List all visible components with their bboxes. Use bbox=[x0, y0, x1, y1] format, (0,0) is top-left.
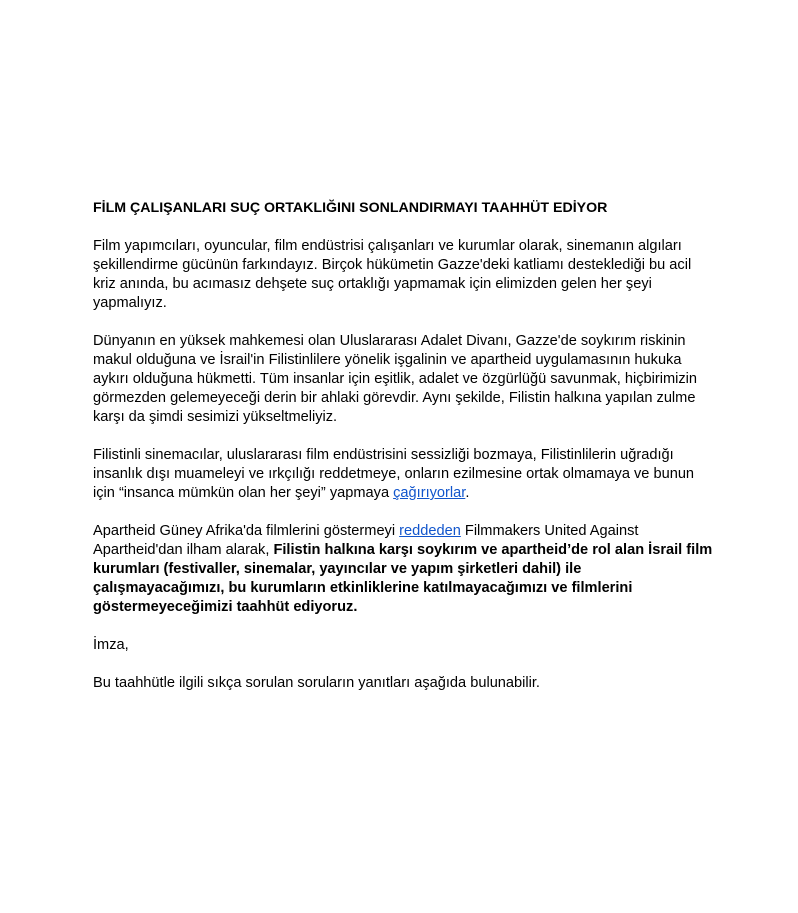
paragraph-pledge bbox=[93, 522, 713, 617]
faq-note: Bu taahhütle ilgili sıkça sorulan soruların yanıtları aşağıda bulunabilir. bbox=[93, 675, 540, 691]
paragraph-text: . bbox=[465, 485, 470, 501]
link-cagiriyorlar[interactable]: çağırıyorlar bbox=[393, 485, 466, 501]
document-page bbox=[93, 199, 713, 712]
paragraph-text: Apartheid Güney Afrika'da filmlerini göstermeyi bbox=[93, 523, 400, 539]
pledge-bold-text: Filistin halkına karşı soykırım ve apartheid’de rol alan İsrail film kurumları (festivaller, sinemalar, yayıncılar ve yapım şirketleri dahil) ile çalışmayacağımızı, bu kurumların etkinliklerine katılmayacağımızı ve filmlerini göstermeyeceğimizi taahhüt ediyoruz. bbox=[93, 542, 713, 615]
paragraph-text: Filmmakers United Against Apartheid'dan ilham alarak, bbox=[93, 523, 639, 558]
signature-label: İmza, bbox=[93, 637, 129, 653]
paragraph-text: Filistinli sinemacılar, uluslararası film endüstrisini sessizliği bozmaya, Filistinlilerin uğradığı insanlık dışı muameleyi ve ırkçılığı reddetmeye, onların ezilmesine ortak olmamaya ve bunun için “insanca mümkün olan her şeyi” yapmaya bbox=[93, 447, 695, 501]
paragraph-court-ruling: Dünyanın en yüksek mahkemesi olan Uluslararası Adalet Divanı, Gazze'de soykırım riskinin makul olduğuna ve İsrail'in Filistinlilere yönelik işgalinin ve apartheid uygulamasının hukuka aykırı olduğuna hükmetti. Tüm insanlar için eşitlik, adalet ve özgürlüğü savunmak, hiçbirimizin görmezden gelemeyeceği derin bir ahlaki görevdir. Aynı şekilde, Filistin halkına yapılan zulme karşı da şimdi sesimizi yükseltmeliyiz. bbox=[93, 333, 698, 425]
document-title: FİLM ÇALIŞANLARI SUÇ ORTAKLIĞINI SONLANDIRMAYI TAAHHÜT EDİYOR bbox=[93, 200, 608, 216]
paragraph-palestinian-call bbox=[93, 446, 713, 503]
link-reddeden[interactable]: reddeden bbox=[399, 523, 461, 539]
paragraph-awareness: Film yapımcıları, oyuncular, film endüstrisi çalışanları ve kurumlar olarak, sinemanın algıları şekillendirme gücünün farkındayız. Birçok hükümetin Gazze'deki katliamı desteklediği bu acil kriz anında, bu acımasız dehşete suç ortaklığı yapmamak için elimizden gelen her şeyi yapmalıyız. bbox=[93, 238, 692, 311]
